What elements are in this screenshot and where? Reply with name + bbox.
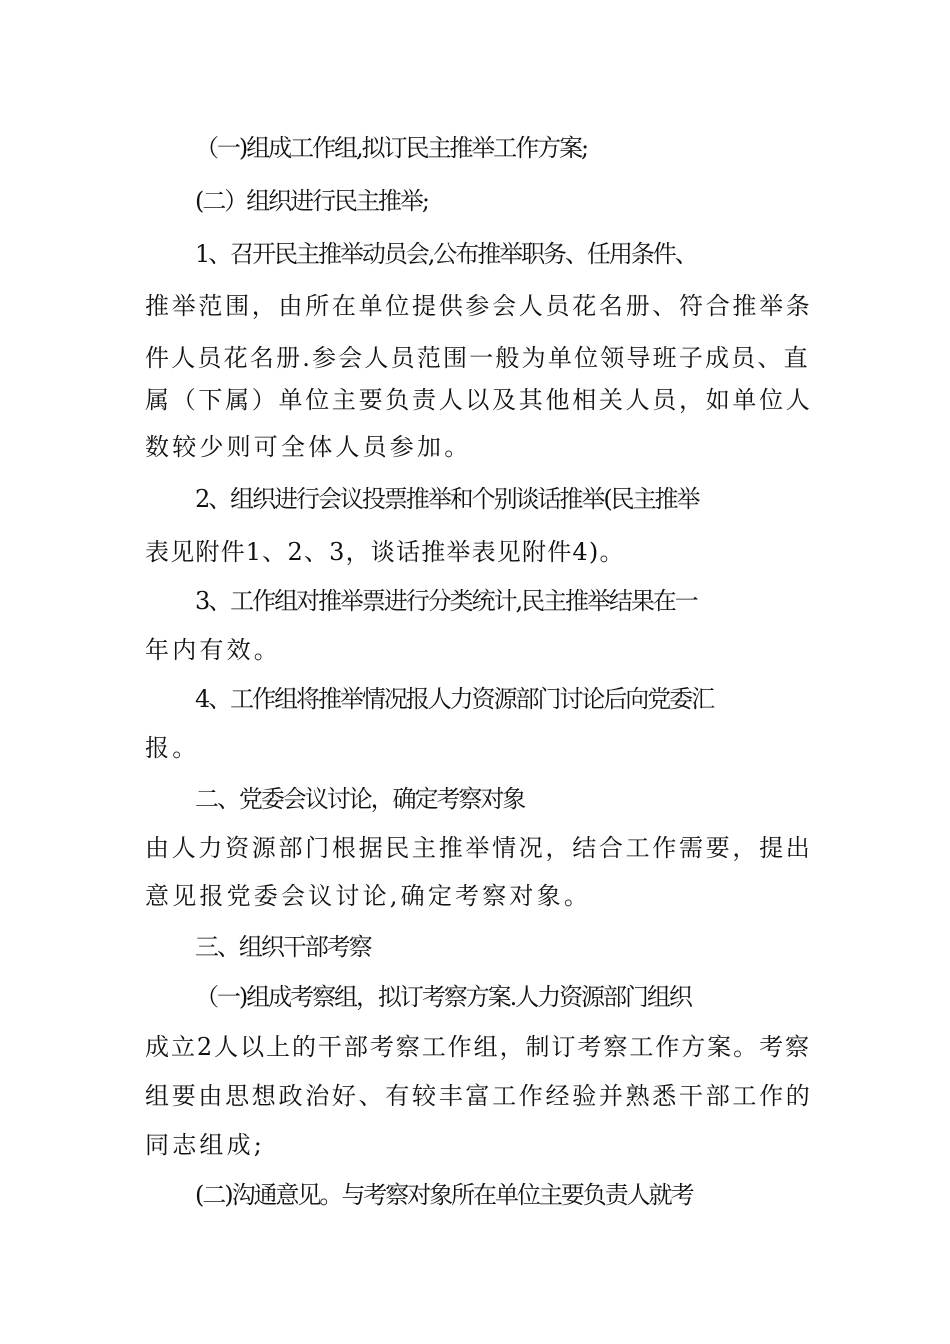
item-1-line-3: 件人员花名册.参会人员范围一般为单位领导班子成员、直: [145, 344, 810, 372]
item-1-line-2: 推举范围，由所在单位提供参会人员花名册、符合推举条: [145, 292, 813, 320]
step-one-inspection-line-3: 组要由思想政治好、有较丰富工作经验并熟悉干部工作的: [145, 1082, 813, 1110]
step-one-inspection-line-1: （一)组成考察组，拟订考察方案.人力资源部门组织: [195, 983, 691, 1011]
section-heading-three: 三、组织干部考察: [195, 933, 371, 961]
item-1-line-4: 属（下属）单位主要负责人以及其他相关人员，如单位人: [145, 386, 813, 414]
item-4-line-1: 4、工作组将推举情况报人力资源部门讨论后向党委汇: [195, 685, 714, 713]
section-two-body-line-2: 意见报党委会议讨论,确定考察对象。: [145, 882, 592, 910]
item-2-line-1: 2、组织进行会议投票推举和个别谈话推举(民主推举: [195, 485, 699, 513]
paragraph-step-one-group-formation: （一)组成工作组,拟订民主推举工作方案;: [195, 134, 588, 162]
item-2-line-2: 表见附件1、2、3，谈话推举表见附件4)。: [145, 538, 625, 566]
step-one-inspection-line-4: 同志组成;: [145, 1131, 266, 1159]
item-1-line-1: 1、召开民主推举动员会,公布推举职务、任用条件、: [195, 240, 697, 268]
item-3-line-1: 3、工作组对推举票进行分类统计,民主推举结果在一: [195, 587, 697, 615]
section-two-body-line-1: 由人力资源部门根据民主推举情况，结合工作需要，提出: [145, 834, 813, 862]
paragraph-step-two-organize-recommendation: (二）组织进行民主推举;: [195, 187, 428, 215]
step-one-inspection-line-2: 成立2人以上的干部考察工作组，制订考察工作方案。考察: [145, 1033, 811, 1061]
item-1-line-5: 数较少则可全体人员参加。: [145, 433, 472, 461]
item-3-line-2: 年内有效。: [145, 636, 281, 664]
step-two-communicate-line-1: (二)沟通意见。与考察对象所在单位主要负责人就考: [195, 1181, 693, 1209]
section-heading-two: 二、党委会议讨论，确定考察对象: [195, 785, 525, 813]
item-4-line-2: 报。: [145, 734, 200, 762]
